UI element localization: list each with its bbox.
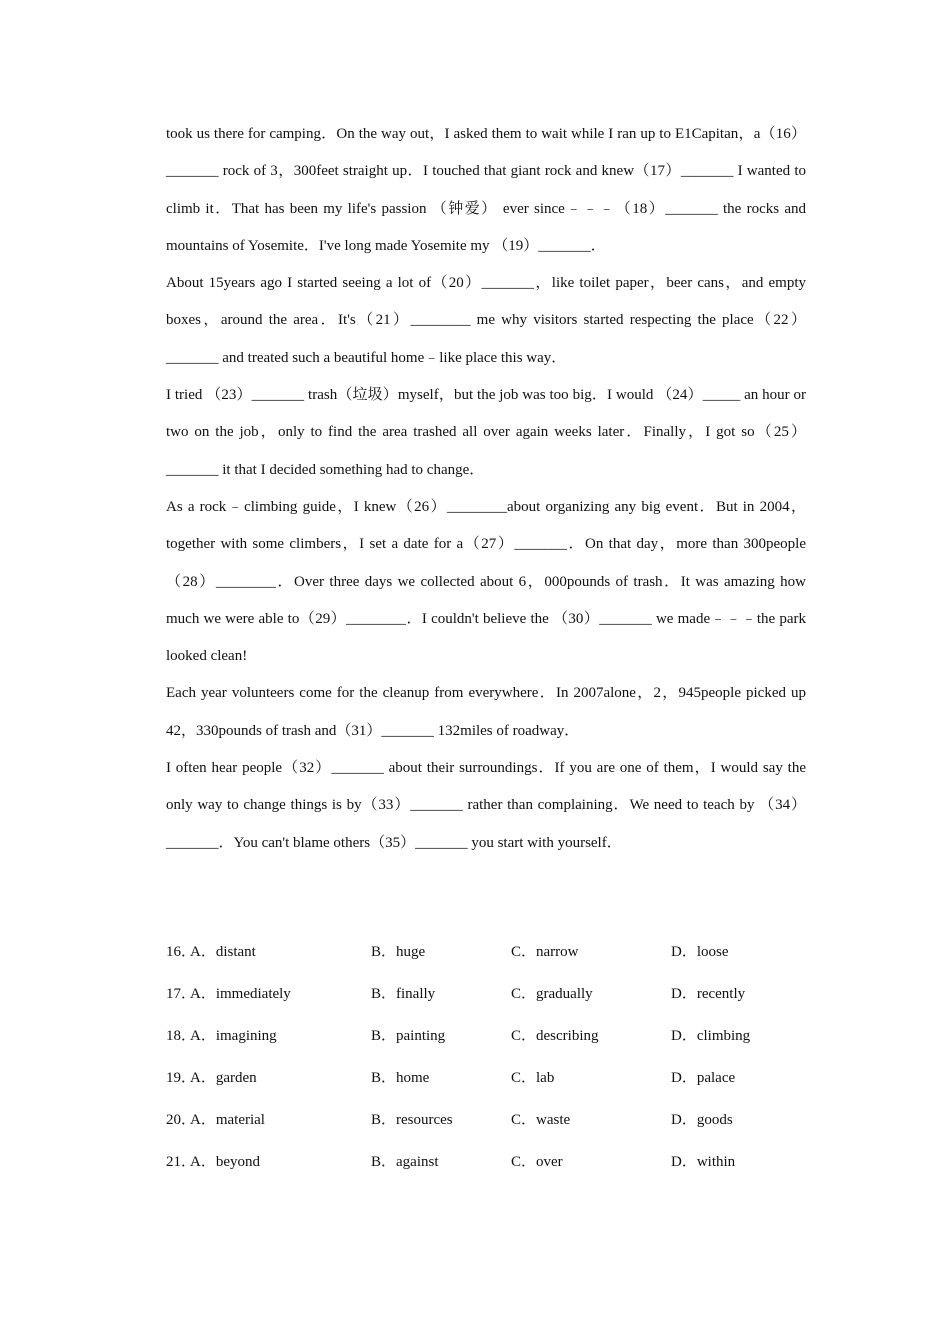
option-a[interactable]: A．material [190,1112,265,1128]
paragraph-tried-cleaning: I tried （23）_______ trash（垃圾）myself，but the job was too big．I would （24）_____ an hour or two on the job，only to find the area trashed all over again weeks later．Finally，I got so（25）_______ it that I decided something had to change． [166,387,806,478]
question-row [166,982,806,1024]
question-number: 16． [166,944,197,960]
option-c[interactable]: C．over [511,1154,563,1170]
option-b[interactable]: B．huge [371,944,426,960]
paragraph-volunteers: Each year volunteers come for the cleanup from everywhere．In 2007alone，2，945people picked up 42，330pounds of trash and（31）_______ 132miles of roadway． [166,685,806,739]
paragraph-conclusion: I often hear people（32）_______ about their surroundings．If you are one of them，I would say the only way to change things is by（33）_______ rather than complaining．We need to teach by （34）_______．You can't blame others（35）_______ you start with yourself． [166,760,806,851]
passage [166,116,806,862]
question-row [166,1066,806,1108]
option-c[interactable]: C．narrow [511,944,579,960]
option-d[interactable]: D．climbing [671,1028,751,1044]
option-a[interactable]: A．distant [190,944,256,960]
question-number: 20． [166,1112,197,1128]
question-number: 17． [166,986,197,1002]
paragraph-trash-seen: About 15years ago I started seeing a lot of（20）_______，like toilet paper，beer cans，and empty boxes，around the area．It's（21）________ me why visitors started respecting the place（22）_______ and treated such a beautiful home﹣like place this way． [166,275,806,366]
question-row [166,940,806,982]
option-a[interactable]: A．beyond [190,1154,260,1170]
option-c[interactable]: C．describing [511,1028,599,1044]
option-a[interactable]: A．immediately [190,986,291,1002]
option-c[interactable]: C．gradually [511,986,593,1002]
question-row [166,1024,806,1066]
option-b[interactable]: B．resources [371,1112,453,1128]
option-c[interactable]: C．waste [511,1112,571,1128]
question-number: 18． [166,1028,197,1044]
option-d[interactable]: D．palace [671,1070,736,1086]
question-number: 21． [166,1154,197,1170]
paragraph-camping: took us there for camping．On the way out，I asked them to wait while I ran up to E1Capitan，a（16）_______ rock of 3，300feet straight up．I touched that giant rock and knew（17）_______ I wanted to climb it．That has been my life's passion （钟爱） ever since﹣﹣﹣（18）_______ the rocks and mountains of Yosemite．I've long made Yosemite my （19）_______． [166,126,806,254]
option-d[interactable]: D．loose [671,944,729,960]
option-c[interactable]: C．lab [511,1070,555,1086]
paragraph-cleanup-event: As a rock﹣climbing guide，I knew（26）________about organizing any big event．But in 2004，together with some climbers，I set a date for a（27）_______．On that day，more than 300people （28）________．Over three days we collected about 6，000pounds of trash．It was amazing how much we were able to（29）________．I couldn't believe the （30）_______ we made﹣﹣﹣the park looked clean! [166,498,806,665]
answer-options [166,940,806,1192]
option-d[interactable]: D．goods [671,1112,733,1128]
option-b[interactable]: B．finally [371,986,436,1002]
option-d[interactable]: D．within [671,1154,736,1170]
question-number: 19． [166,1070,197,1086]
option-b[interactable]: B．painting [371,1028,446,1044]
option-a[interactable]: A．imagining [190,1028,277,1044]
option-b[interactable]: B．against [371,1154,439,1170]
option-b[interactable]: B．home [371,1070,430,1086]
question-row [166,1150,806,1192]
option-a[interactable]: A．garden [190,1070,257,1086]
option-d[interactable]: D．recently [671,986,746,1002]
question-row [166,1108,806,1150]
